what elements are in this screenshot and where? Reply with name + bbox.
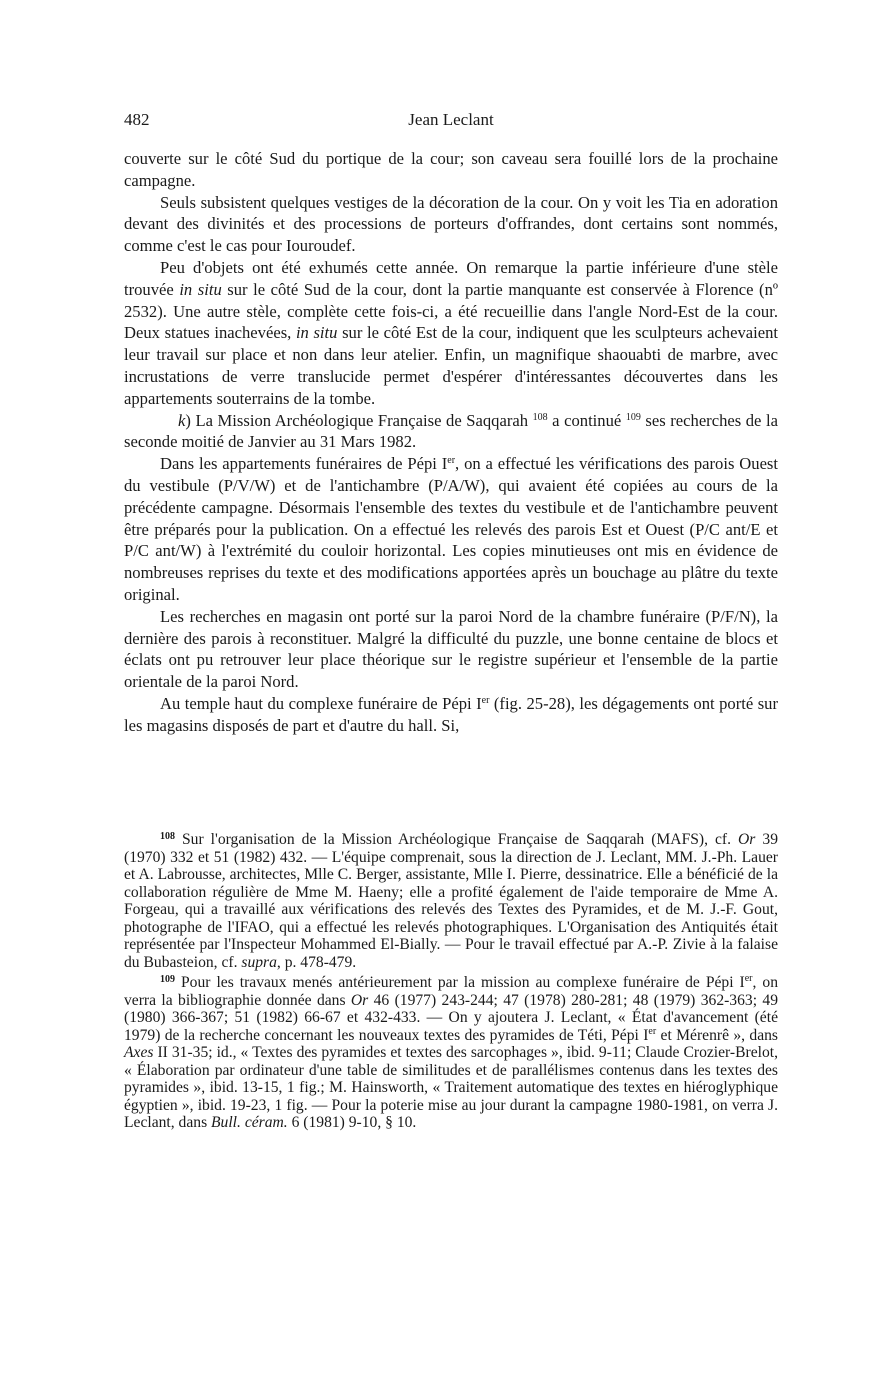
text-run: , on a effectué les vérifications des parois Ouest du vestibule (P/V/W) et de l'antichambre (P/A/W), qui avaient été copiées au cours de la précédente campagne. Désormais l'ensemble des textes du vestibule et de l'antichambre peuvent être préparés pour la publication. On a effectué les relevés des parois Est et Ouest (P/C ant/E et P/C ant/W) à l'extrémité du couloir horizontal. Les copies minutieuses ont mis en évidence de nombreuses reprises du texte et des modifications apportées après un bouchage au plâtre du texte original.	[124, 454, 779, 604]
text-run: Au temple haut du complexe funéraire de Pépi I	[160, 693, 482, 713]
text-run: ) La Mission Archéologique Française de Saqqarah	[185, 410, 533, 430]
italic-term: supra	[241, 953, 277, 971]
footnote-ref-108[interactable]: 108	[532, 411, 548, 423]
footnote-108	[124, 828, 778, 971]
page-header	[124, 110, 778, 136]
text-run: Sur l'organisation de la Mission Archéologique Française de Saqqarah (MAFS), cf.	[175, 831, 739, 848]
paragraph-4	[124, 410, 778, 454]
running-head: Jean Leclant	[408, 110, 494, 129]
text-run: Dans les appartements funéraires de Pépi I	[160, 454, 448, 474]
footnote-number: 109	[160, 974, 175, 985]
text-run: Peu d'objets ont été exhumés cette année. On remarque la partie inférieure d'une stèle trouvée	[124, 257, 778, 299]
text-run: sur le côté Sud de la cour, dont la partie manquante est conservée à Florence (nº 2532). Une autre stèle, complète cette fois-ci, a été recueillie dans l'angle Nord-Est de la cour. Deux statues inachevées,	[124, 279, 779, 343]
text-run: 6 (1981) 9-10, § 10.	[287, 1114, 417, 1131]
journal-abbrev: Or	[738, 831, 756, 848]
ordinal-suffix: er	[648, 1025, 657, 1037]
text-run: , p. 478-479.	[276, 953, 357, 971]
section-letter: k	[178, 410, 186, 430]
journal-abbrev: Bull. céram.	[211, 1114, 288, 1131]
text-run: , on verra la bibliographie donnée dans	[124, 974, 779, 1009]
text-run: Pour les travaux menés antérieurement par la mission au complexe funéraire de Pépi I	[175, 974, 745, 991]
journal-abbrev: Or	[350, 991, 369, 1009]
text-run: ses recherches de la seconde moitié de Janvier au 31 Mars 1982.	[124, 410, 778, 452]
paragraph-7	[124, 693, 778, 737]
footnote-109	[124, 971, 778, 1132]
paragraph-5	[124, 453, 778, 606]
text-run: et Mérenrê », dans	[656, 1026, 778, 1044]
paragraph-6: Les recherches en magasin ont porté sur la paroi Nord de la chambre funéraire (P/F/N), la dernière des parois à reconstituer. Malgré la difficulté du puzzle, une bonne centaine de blocs et éclats ont pu retrouver leur place théorique sur le registre supérieur et l'ensemble de la partie orientale de la paroi Nord.	[124, 606, 778, 692]
text-run: II 31-35; id., « Textes des pyramides et textes des sarcophages », ibid. 9-11; Claude Crozier-Brelot, « Élaboration par ordinateur d'une table de similitudes et de parallélismes contenus dans les textes des pyramides », ibid. 13-15, 1 fig.; M. Hainsworth, « Traitement automatique des textes en hiéroglyphique égyptien », ibid. 19-23, 1 fig. — Pour la poterie mise au jour durant la campagne 1980-1981, on verra J. Leclant, dans	[124, 1044, 778, 1131]
ordinal-suffix: er	[744, 973, 753, 984]
ordinal-suffix: er	[447, 455, 456, 467]
text-run: 39 (1970) 332 et 51 (1982) 432. — L'équipe comprenait, sous la direction de J. Leclant, MM. J.-Ph. Lauer et A. Labrousse, architectes, Mlle C. Berger, assistante, Mlle I. Pierre, dessinatrice. Elle a bénéficié de la collaboration régulière de Mme M. Haeny; elle a profité également de l'aide temporaire de Mme A. Forgeau, qui a travaillé aux vérifications des relevés des Textes des Pyramides, et de M. J.-F. Gout, photographe de l'IFAO, qui a effectué les relevés photographiques. L'Organisation des Antiquités était représentée par l'Inspecteur Mohammed El-Bially. — Pour le travail effectué par A.-P. Zivie à la falaise du Bubasteion, cf.	[124, 831, 778, 971]
paragraph-1: couverte sur le côté Sud du portique de la cour; son caveau sera fouillé lors de la prochaine campagne.	[124, 149, 778, 190]
text-run: a continué	[547, 410, 626, 430]
text-run: sur le côté Est de la cour, indiquent que les sculpteurs achevaient leur travail sur place et non dans leur atelier. Enfin, un magnifique shaouabti de marbre, avec incrustations de verre translucide permet d'espérer d'intéressantes découvertes dans les appartements souterrains de la tombe.	[124, 323, 779, 408]
footnotes	[124, 828, 778, 1132]
journal-abbrev: Axes	[124, 1044, 154, 1061]
paragraph-2: Seuls subsistent quelques vestiges de la décoration de la cour. On y voit les Tia en adoration devant des divinités et des processions de porteurs d'offrandes, dont certains sont nommés, comme c'est le cas pour Iouroudef.	[124, 192, 778, 256]
footnote-ref-109[interactable]: 109	[625, 411, 641, 423]
text-run: 46 (1977) 243-244; 47 (1978) 280-281; 48 (1979) 362-363; 49 (1980) 366-367; 51 (1982) 66-67 et 432-433. — On y ajoutera J. Leclant, « État d'avancement (été 1979) de la recherche concernant les nouveaux textes des pyramides de Téti, Pépi I	[124, 991, 778, 1044]
italic-term: in situ	[179, 279, 222, 299]
text-run: (fig. 25-28), les dégagements ont porté sur les magasins disposés de part et d'autre du hall. Si,	[124, 693, 778, 735]
italic-term: in situ	[295, 323, 338, 343]
paragraph-3	[124, 257, 778, 410]
main-text	[124, 148, 778, 737]
footnote-number: 108	[160, 831, 175, 842]
ordinal-suffix: er	[481, 694, 490, 706]
page-number: 482	[124, 110, 150, 129]
